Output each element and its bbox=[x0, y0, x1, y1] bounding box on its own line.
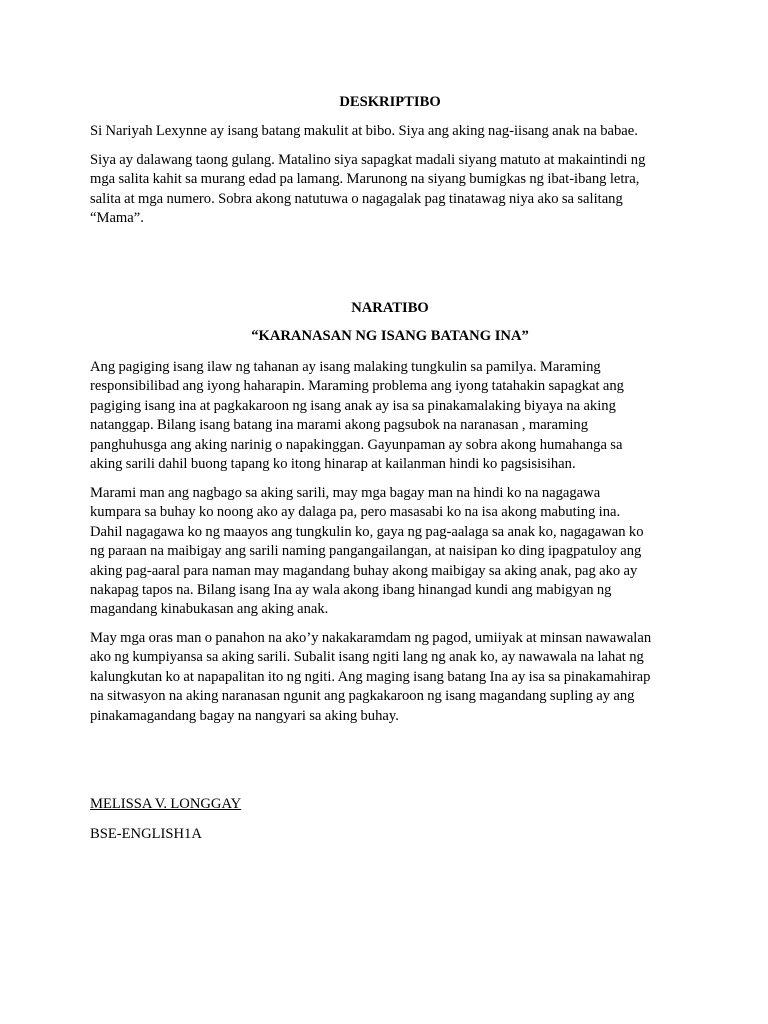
narrative-title: “KARANASAN NG ISANG BATANG INA” bbox=[251, 328, 529, 344]
paragraph-line: responsibilibad ang iyong haharapin. Maraming problema ang iyong tatahakin sapagkat ang bbox=[90, 378, 624, 395]
paragraph-line: mga salita kahit sa murang edad pa lamang. Marunong na siyang bumigkas ng ibat-ibang letra, bbox=[90, 171, 640, 188]
author-name: MELISSA V. LONGGAY bbox=[90, 796, 242, 812]
paragraph-line: aking sarili dahil buong tapang ko itong hinarap at kailanman hindi ko pagsisisihan. bbox=[90, 456, 576, 473]
narrative-paragraph-3 bbox=[90, 629, 690, 726]
paragraph-line: ako ng kumpiyansa sa aking sarili. Subalit isang ngiti lang ng anak ko, ay nawawala na lahat ng bbox=[90, 649, 644, 666]
paragraph-line: “Mama”. bbox=[90, 210, 144, 227]
descriptive-paragraph-2 bbox=[90, 151, 690, 229]
paragraph-line: panghuhusga ang aking narinig o napakinggan. Gayunpaman ay sobra akong humahanga sa bbox=[90, 436, 623, 453]
paragraph-line: aking pag-aaral para naman may magandang buhay akong maibigay sa aking anak, pag ako ay bbox=[90, 562, 638, 579]
paragraph-line: kumpara sa buhay ko noong ako ay dalaga pa, pero masasabi ko na isa akong mabuting ina. bbox=[90, 504, 621, 521]
narrative-paragraph-2 bbox=[90, 484, 690, 620]
paragraph-line: Ang pagiging isang ilaw ng tahanan ay isang malaking tungkulin sa pamilya. Maraming bbox=[90, 359, 601, 375]
descriptive-paragraph-1: Si Nariyah Lexynne ay isang batang makulit at bibo. Siya ang aking nag-iisang anak na babae. bbox=[90, 123, 638, 139]
paragraph-line: ng paraan na maibigay ang sarili naming pangangailangan, at naisipan ko ding ipagpatuloy ang bbox=[90, 543, 642, 560]
narrative-paragraph-1 bbox=[90, 358, 690, 474]
paragraph-line: Marami man ang nagbago sa aking sarili, may mga bagay man na hindi ko na nagagawa bbox=[90, 485, 601, 501]
paragraph-line: salita at mga numero. Sobra akong natutuwa o nagagalak pag tinatawag niya ako sa salitang bbox=[90, 190, 623, 207]
paragraph-line: Siya ay dalawang taong gulang. Matalino siya sapagkat madali siyang matuto at makaintindi ng bbox=[90, 152, 646, 168]
paragraph-line: kalungkutan ko at napapalitan ito ng ngiti. Ang maging isang batang Ina ay isa sa pinakamahirap bbox=[90, 668, 651, 685]
descriptive-heading: DESKRIPTIBO bbox=[339, 94, 441, 110]
paragraph-line: pagiging isang ina at pagkakaroon ng isang anak ay isa sa pinakamalaking biyaya na aking bbox=[90, 397, 616, 414]
paragraph-line: natanggap. Bilang isang batang ina marami akong pagsubok na naranasan , maraming bbox=[90, 417, 589, 434]
narrative-heading: NARATIBO bbox=[351, 300, 429, 316]
paragraph-line: pinakamagandang bagay na nangyari sa aking buhay. bbox=[90, 707, 399, 724]
paragraph-line: nakapag tapos na. Bilang isang Ina ay wala akong ibang hinangad kundi ang mabigyan ng bbox=[90, 582, 612, 599]
paragraph-line: Dahil nagagawa ko ng maayos ang tungkulin ko, gaya ng pag-aalaga sa anak ko, nagagawan ko bbox=[90, 523, 644, 540]
paragraph-line: magandang kinabukasan ang aking anak. bbox=[90, 601, 329, 618]
paragraph-line: May mga oras man o panahon na ako’y nakakaramdam ng pagod, umiiyak at minsan nawawalan bbox=[90, 630, 652, 646]
paragraph-line: na sitwasyon na aking naranasan ngunit ang pagkakaroon ng isang magandang supling ay ang bbox=[90, 688, 635, 705]
author-course: BSE-ENGLISH1A bbox=[90, 826, 202, 842]
